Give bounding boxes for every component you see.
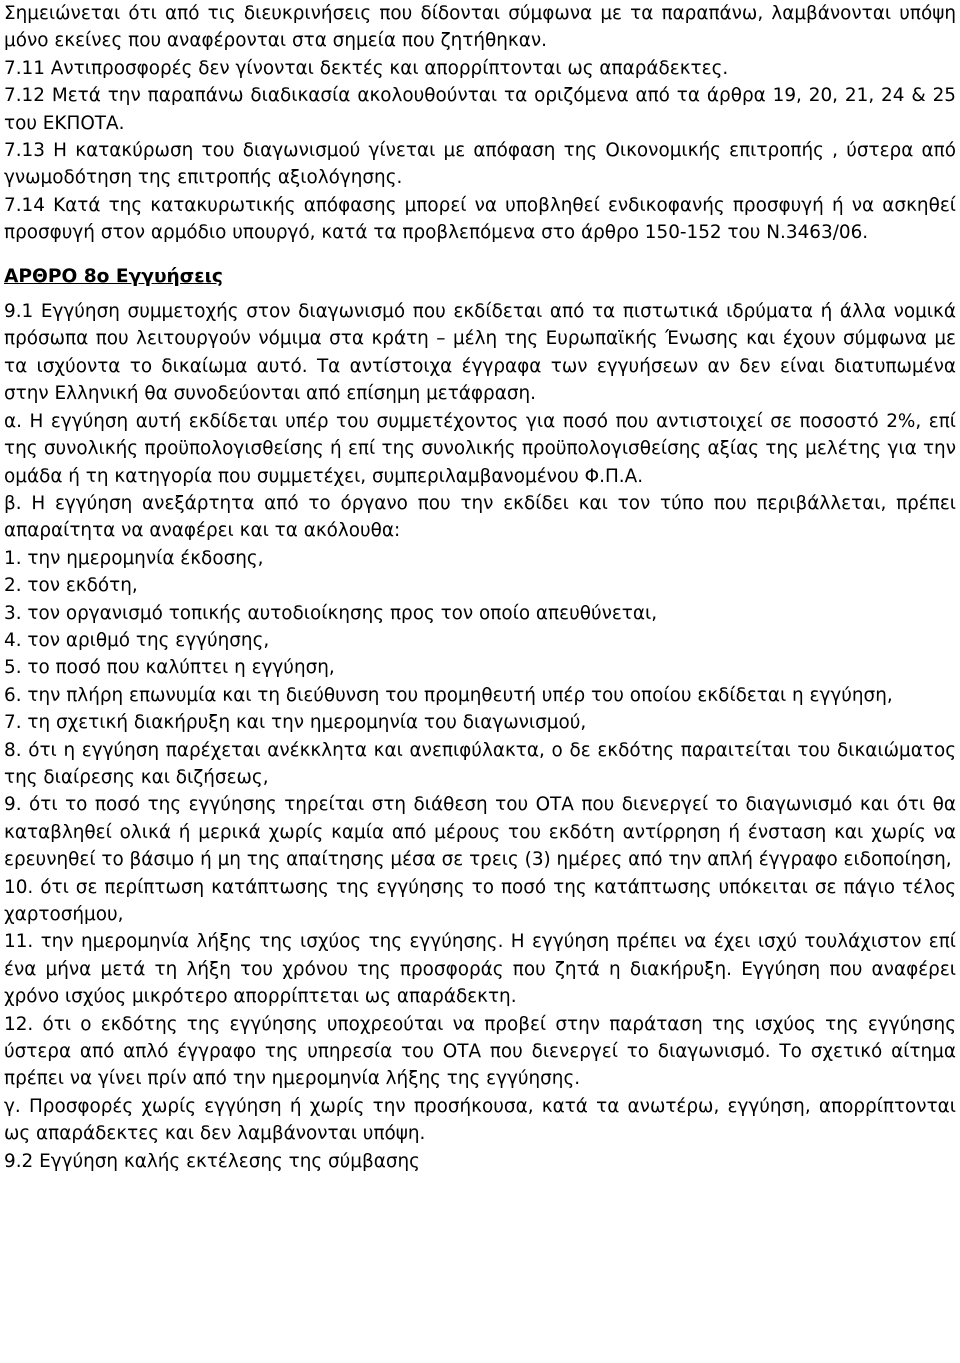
paragraph-7-12: 7.12 Μετά την παραπάνω διαδικασία ακολουθούνται τα οριζόμενα από τα άρθρα 19, 20, 21, 24 & 25 του ΕΚΠΟΤΑ. [4, 85, 956, 134]
paragraph-7-14: 7.14 Κατά της κατακυρωτικής απόφασης μπορεί να υποβληθεί ενδικοφανής προσφυγή ή να ασκηθεί προσφυγή στον αρμόδιο υπουργό, κατά τα προβλεπόμενα στο άρθρο 150-152 του Ν.3463/06. [4, 194, 956, 244]
list-item-6: 6. την πλήρη επωνυμία και τη διεύθυνση του προμηθευτή υπέρ του οποίου εκδίδεται η εγγύηση, [4, 684, 893, 706]
list-item-2: 2. τον εκδότη, [4, 575, 138, 597]
list-item-12: 12. ότι ο εκδότης της εγγύησης υποχρεούται να προβεί στην παράταση της ισχύος της εγγύησης ύστερα από απλό έγγραφο της υπηρεσία του ΟΤΑ που διενεργεί το διαγωνισμό. Το σχετικό αίτημα πρέπει να γίνει πρίν από την ημερομηνία λήξης της εγγύησης. [4, 1013, 956, 1090]
paragraph-9-1: 9.1 Εγγύηση συμμετοχής στον διαγωνισμό που εκδίδεται από τα πιστωτικά ιδρύματα ή άλλα νομικά πρόσωπα που λειτουργούν νόμιμα στα κράτη – μέλη της Ευρωπαϊκής Ένωσης και έχουν σύμφωνα με τα ισχύοντα το δικαίωμα αυτό. Τα αντίστοιχα έγγραφα των εγγυήσεων αν δεν είναι διατυπωμένα στην Ελληνική θα συνοδεύονται από επίσημη μετάφραση. [4, 301, 956, 405]
document-page [4, 0, 956, 1175]
list-item-10: 10. ότι σε περίπτωση κατάπτωσης της εγγύησης το ποσό της κατάπτωσης υπόκειται σε πάγιο τέλος χαρτοσήμου, [4, 876, 956, 925]
paragraph-b: β. Η εγγύηση ανεξάρτητα από το όργανο που την εκδίδει και τον τύπο που περιβάλλεται, πρέπει απαραίτητα να αναφέρει και τα ακόλουθα: [4, 492, 956, 542]
paragraph-7-13: 7.13 Η κατακύρωση του διαγωνισμού γίνεται με απόφαση της Οικονομικής επιτροπής , ύστερα από γνωμοδότηση της επιτροπής αξιολόγησης. [4, 140, 956, 189]
intro-note: Σημειώνεται ότι από τις διευκρινήσεις που δίδονται σύμφωνα με τα παραπάνω, λαμβάνονται υπόψη μόνο εκείνες που αναφέρονται στα σημεία που ζητήθηκαν. [4, 3, 956, 52]
paragraph-a: α. Η εγγύηση αυτή εκδίδεται υπέρ του συμμετέχοντος για ποσό που αντιστοιχεί σε ποσοστό 2%, επί της συνολικής προϋπολογισθείσης ή επί της συνολικής προϋπολογισθείσης αξίας της μελέτης για την ομάδα ή τη κατηγορία που συμμετέχει, συμπεριλαμβανομένου Φ.Π.Α. [4, 410, 956, 487]
list-item-1: 1. την ημερομηνία έκδοσης, [4, 547, 264, 569]
list-item-3: 3. τον οργανισμό τοπικής αυτοδιοίκησης προς τον οποίο απευθύνεται, [4, 602, 658, 624]
list-item-8: 8. ότι η εγγύηση παρέχεται ανέκκλητα και ανεπιφύλακτα, ο δε εκδότης παραιτείται του δικαιώματος της διαίρεσης και διζήσεως, [4, 739, 956, 788]
list-item-9: 9. ότι το ποσό της εγγύησης τηρείται στη διάθεση του ΟΤΑ που διενεργεί το διαγωνισμό και ότι θα καταβληθεί ολικά ή μερικά χωρίς καμία από μέρους του εκδότη αντίρρηση ή ένσταση και χωρίς να ερευνηθεί το βάσιμο ή μη της απαίτησης μέσα σε τρεις (3) ημέρες από την απλή έγγραφο ειδοποίηση, [4, 794, 956, 871]
list-item-7: 7. τη σχετική διακήρυξη και την ημερομηνία του διαγωνισμού, [4, 712, 587, 734]
list-item-4: 4. τον αριθμό της εγγύησης, [4, 629, 270, 651]
paragraph-9-2: 9.2 Εγγύηση καλής εκτέλεσης της σύμβασης [4, 1150, 420, 1172]
article-8-heading: ΑΡΘΡΟ 8ο Εγγυήσεις [4, 265, 223, 287]
list-item-5: 5. το ποσό που καλύπτει η εγγύηση, [4, 657, 335, 679]
list-item-11: 11. την ημερομηνία λήξης της ισχύος της εγγύησης. Η εγγύηση πρέπει να έχει ισχύ τουλάχιστον επί ένα μήνα μετά τη λήξη του χρόνου της προσφοράς που ζητά η διακήρυξη. Εγγύηση που αναφέρει χρόνο ισχύος μικρότερο απορρίπτεται ως απαράδεκτη. [4, 931, 956, 1008]
paragraph-7-11: 7.11 Αντιπροσφορές δεν γίνονται δεκτές και απορρίπτονται ως απαράδεκτες. [4, 57, 729, 79]
paragraph-c: γ. Προσφορές χωρίς εγγύηση ή χωρίς την προσήκουσα, κατά τα ανωτέρω, εγγύηση, απορρίπτονται ως απαράδεκτες και δεν λαμβάνονται υπόψη. [4, 1095, 956, 1145]
